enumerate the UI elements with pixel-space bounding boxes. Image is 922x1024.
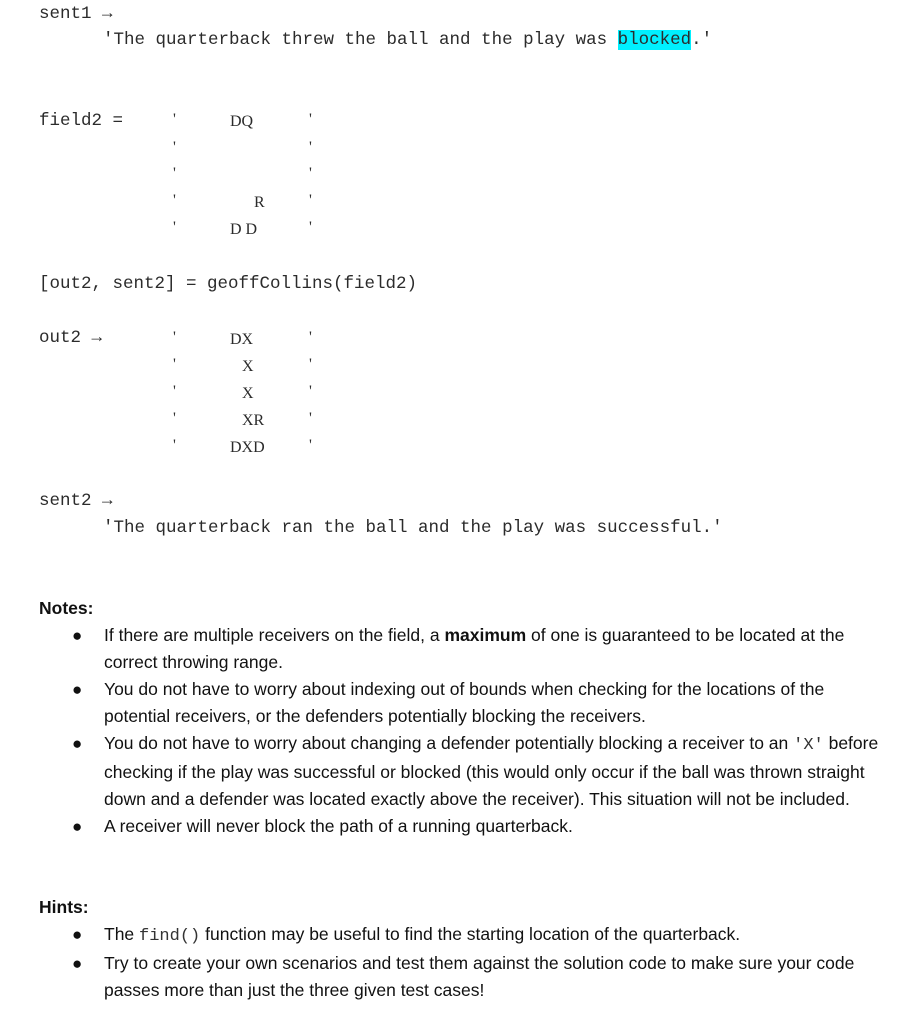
field2-quote-right: ' [309, 165, 312, 182]
out2-label: out2 [39, 328, 82, 348]
out2-row: X [238, 385, 254, 402]
list-item [62, 921, 892, 950]
notes-list [62, 622, 892, 840]
list-item [62, 950, 892, 1004]
hint-text: Try to create your own scenarios and test them against the solution code to make sure your code passes more than just the three given test cases! [104, 953, 855, 1000]
out2-row: DX [230, 331, 254, 348]
note-text: before checking if the play was successful or blocked (this would only occur if the ball was thrown straight down and a defender was located exactly above the receiver). This situation will not be included. [104, 733, 879, 809]
function-call: [out2, sent2] = geoffCollins(field2) [39, 274, 418, 294]
sent2-label: sent2 [39, 491, 92, 511]
out2-quote-left: ' [173, 437, 176, 454]
arrow-icon: → [102, 4, 113, 24]
bullet-icon: ● [72, 817, 83, 836]
sent1-label: sent1 [39, 4, 92, 24]
bullet-icon: ● [72, 734, 83, 753]
note-text: of one is guaranteed to be located at the correct throwing range. [104, 625, 845, 672]
out2-quote-left: ' [173, 410, 176, 427]
list-item [62, 622, 892, 676]
bullet-icon: ● [72, 925, 83, 944]
field2-quote-left: ' [173, 219, 176, 236]
hints-list [62, 921, 892, 1004]
out2-quote-left: ' [173, 329, 176, 346]
field2-row: DQ [230, 113, 254, 130]
out2-quote-right: ' [309, 329, 312, 346]
out2-quote-left: ' [173, 383, 176, 400]
arrow-icon: → [91, 328, 103, 348]
field2-quote-left: ' [173, 111, 176, 128]
out2-row: DXD [230, 439, 265, 456]
sent2-label-line [39, 491, 113, 511]
field2-quote-left: ' [173, 165, 176, 182]
sent1-value-text: 'The quarterback threw the ball and the play was [103, 30, 618, 50]
field2-quote-right: ' [309, 111, 312, 128]
note-text: You do not have to worry about changing a defender potentially blocking a receiver to an [104, 733, 794, 753]
note-text: You do not have to worry about indexing out of bounds when checking for the locations of the potential receivers, or the defenders potentially blocking the receivers. [104, 679, 825, 726]
inline-code: find() [139, 927, 201, 946]
bullet-icon: ● [72, 680, 83, 699]
bullet-icon: ● [72, 626, 83, 645]
note-text: A receiver will never block the path of a running quarterback. [104, 816, 573, 836]
bullet-icon: ● [72, 954, 83, 973]
out2-quote-right: ' [309, 437, 312, 454]
field2-row: R [250, 194, 265, 211]
hint-text: function may be useful to find the starting location of the quarterback. [200, 924, 741, 944]
sent1-label-line [39, 4, 113, 24]
field2-quote-right: ' [309, 219, 312, 236]
out2-row: X [238, 358, 254, 375]
arrow-icon: → [102, 491, 113, 511]
sent2-value: 'The quarterback ran the ball and the play was successful.' [103, 518, 723, 538]
out2-quote-left: ' [173, 356, 176, 373]
list-item [62, 813, 892, 840]
list-item [62, 730, 892, 813]
out2-quote-right: ' [309, 356, 312, 373]
sent1-value-end: .' [691, 30, 713, 50]
out2-quote-right: ' [309, 410, 312, 427]
note-bold: maximum [444, 625, 527, 645]
list-item [62, 676, 892, 730]
hint-text: The [104, 924, 140, 944]
field2-row: D D [230, 221, 258, 238]
out2-quote-right: ' [309, 383, 312, 400]
notes-heading: Notes: [39, 598, 94, 618]
field2-quote-right: ' [309, 192, 312, 209]
highlighted-word: blocked [617, 30, 692, 50]
equals-sign: = [112, 111, 124, 131]
hints-heading: Hints: [39, 897, 89, 917]
field2-label: field2 [39, 111, 103, 131]
inline-code: 'X' [793, 736, 824, 755]
out2-label-line [39, 328, 102, 348]
field2-quote-right: ' [309, 139, 312, 156]
sent1-value [103, 30, 712, 50]
field2-quote-left: ' [173, 192, 176, 209]
out2-row: XR [238, 412, 265, 429]
note-text: If there are multiple receivers on the field, a [104, 625, 445, 645]
field2-label-line [39, 111, 123, 131]
field2-quote-left: ' [173, 139, 176, 156]
